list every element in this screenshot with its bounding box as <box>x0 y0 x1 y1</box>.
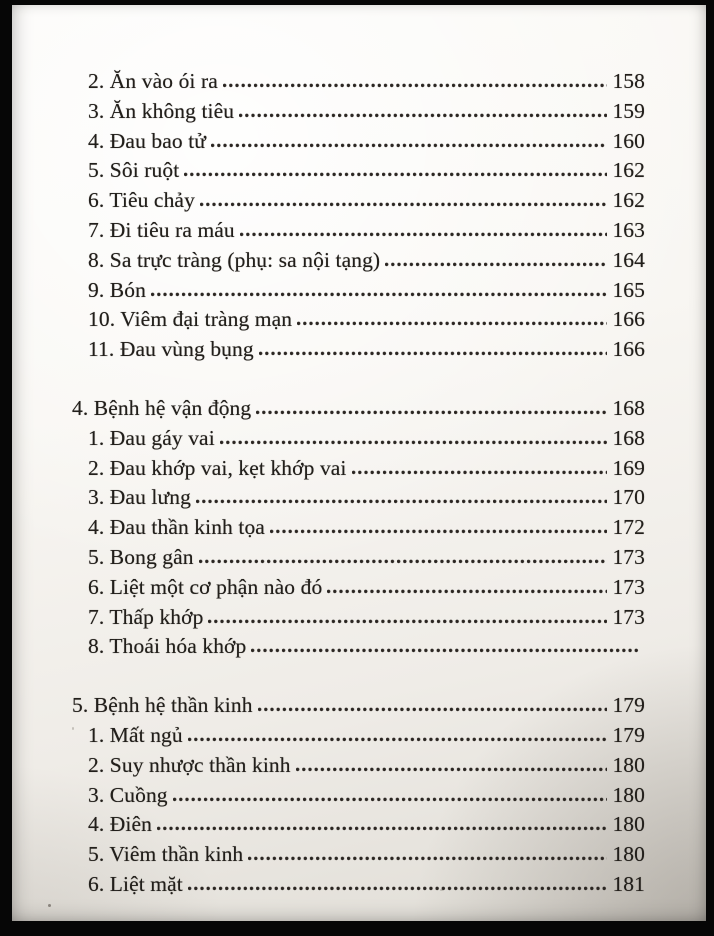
book-page-paper <box>12 5 706 921</box>
dot-leader <box>151 292 607 297</box>
dot-leader <box>223 83 608 88</box>
toc-entry-label: 2. Đau khớp vai, kẹt khớp vai <box>88 455 347 480</box>
toc-entry-label: 5. Bong gân <box>88 544 194 569</box>
toc-entry-page: 173 <box>612 604 645 629</box>
dot-leader <box>188 737 608 742</box>
toc-entry <box>72 276 645 306</box>
toc-entry <box>72 483 645 513</box>
toc-entry-label: 11. Đau vùng bụng <box>88 337 254 362</box>
toc-entry <box>72 127 645 157</box>
toc-entry-page: 163 <box>612 217 645 242</box>
dot-leader <box>200 202 608 207</box>
dot-leader <box>256 410 607 415</box>
toc-entry <box>72 840 645 870</box>
toc-entry <box>72 810 645 840</box>
toc-entry <box>72 424 645 454</box>
toc-entry-page: 165 <box>612 277 645 302</box>
dot-leader <box>248 856 607 861</box>
toc-section <box>72 691 645 900</box>
toc-entry-label: 3. Ăn không tiêu <box>88 98 235 123</box>
toc-entry-page: 168 <box>612 395 645 420</box>
dot-leader <box>270 529 607 534</box>
toc-section <box>72 67 645 365</box>
toc-entry <box>72 156 645 186</box>
toc-entry-label: 3. Cuồng <box>88 782 168 807</box>
dot-leader <box>199 559 608 564</box>
toc-entry-label: 4. Bệnh hệ vận động <box>72 395 252 420</box>
dot-leader <box>173 797 608 802</box>
toc-entry-label: 5. Sôi ruột <box>88 158 180 183</box>
paper-speck <box>72 727 74 730</box>
dot-leader <box>352 470 608 475</box>
toc-entry-label: 4. Đau bao tử <box>88 128 207 153</box>
toc-entry <box>72 603 645 633</box>
toc-entry-label: 9. Bón <box>88 277 146 302</box>
toc-entry-page: 164 <box>612 247 645 272</box>
table-of-contents <box>12 5 706 900</box>
toc-entry-page: 162 <box>612 188 645 213</box>
toc-entry-page: 166 <box>612 307 645 332</box>
toc-entry-label: 4. Điên <box>88 812 152 837</box>
toc-entry-label: 4. Đau thần kinh tọa <box>88 515 265 540</box>
toc-entry <box>72 454 645 484</box>
toc-entry-page: 169 <box>612 455 645 480</box>
dot-leader <box>297 321 607 326</box>
toc-entry-page: 181 <box>612 871 645 896</box>
toc-entry <box>72 513 645 543</box>
toc-entry-page: 173 <box>612 574 645 599</box>
toc-entry-label: 5. Viêm thần kinh <box>88 842 244 867</box>
dot-leader <box>258 707 608 712</box>
toc-entry <box>72 632 645 662</box>
toc-entry-label: 1. Đau gáy vai <box>88 425 215 450</box>
toc-entry-label: 7. Đi tiêu ra máu <box>88 217 235 242</box>
toc-entry-page: 173 <box>612 544 645 569</box>
dot-leader <box>327 589 607 594</box>
toc-entry <box>72 97 645 127</box>
toc-entry-label: 7. Thấp khớp <box>88 604 204 629</box>
dot-leader <box>196 499 608 504</box>
toc-entry-label: 2. Ăn vào ói ra <box>88 69 218 93</box>
toc-entry-page: 172 <box>612 515 645 540</box>
toc-entry-label: 8. Sa trực tràng (phụ: sa nội tạng) <box>88 247 381 272</box>
toc-entry-label: 8. Thoái hóa khớp <box>88 634 247 659</box>
toc-entry-page: 162 <box>612 158 645 183</box>
toc-entry-page: 180 <box>612 812 645 837</box>
dot-leader <box>240 232 608 237</box>
toc-entry-label: 2. Suy nhược thần kinh <box>88 752 291 777</box>
toc-section-heading <box>72 691 645 721</box>
toc-entry-page: 160 <box>612 128 645 153</box>
toc-entry-page: 179 <box>612 693 645 718</box>
paper-speck <box>440 889 443 891</box>
toc-entry <box>72 186 645 216</box>
toc-entry <box>72 246 645 276</box>
toc-entry <box>72 335 645 365</box>
dot-leader <box>157 826 607 831</box>
toc-entry <box>72 573 645 603</box>
dot-leader <box>211 143 607 148</box>
toc-entry-label: 3. Đau lưng <box>88 485 191 510</box>
toc-entry-page: 180 <box>612 782 645 807</box>
toc-entry-label: 6. Liệt một cơ phận nào đó <box>88 574 323 599</box>
dot-leader <box>296 767 608 772</box>
toc-entry <box>72 67 645 97</box>
toc-entry-page: 180 <box>612 752 645 777</box>
paper-speck <box>48 904 51 907</box>
toc-entry-page: 170 <box>612 485 645 510</box>
toc-entry-label: 10. Viêm đại tràng mạn <box>88 307 293 332</box>
dot-leader <box>251 648 640 653</box>
toc-entry-label: 6. Liệt mặt <box>88 871 183 896</box>
toc-entry <box>72 870 645 900</box>
toc-entry-label: 1. Mất ngủ <box>88 722 183 747</box>
dot-leader <box>188 886 608 891</box>
toc-entry-page: 168 <box>612 425 645 450</box>
toc-section <box>72 394 645 662</box>
dot-leader <box>259 351 608 356</box>
toc-entry <box>72 751 645 781</box>
toc-entry-page: 159 <box>612 98 645 123</box>
toc-entry-label: 6. Tiêu chảy <box>88 188 195 213</box>
toc-entry-page: 180 <box>612 842 645 867</box>
toc-entry <box>72 305 645 335</box>
toc-entry-label: 5. Bệnh hệ thần kinh <box>72 693 253 718</box>
toc-entry-page: 166 <box>612 337 645 362</box>
toc-entry <box>72 781 645 811</box>
dot-leader <box>239 113 607 118</box>
dot-leader <box>220 440 608 445</box>
toc-entry <box>72 721 645 751</box>
dot-leader <box>184 172 607 177</box>
toc-entry <box>72 216 645 246</box>
toc-entry-page: 158 <box>612 69 645 93</box>
toc-entry <box>72 543 645 573</box>
toc-entry-page: 179 <box>612 722 645 747</box>
dot-leader <box>208 619 607 624</box>
dot-leader <box>385 262 607 267</box>
toc-section-heading <box>72 394 645 424</box>
